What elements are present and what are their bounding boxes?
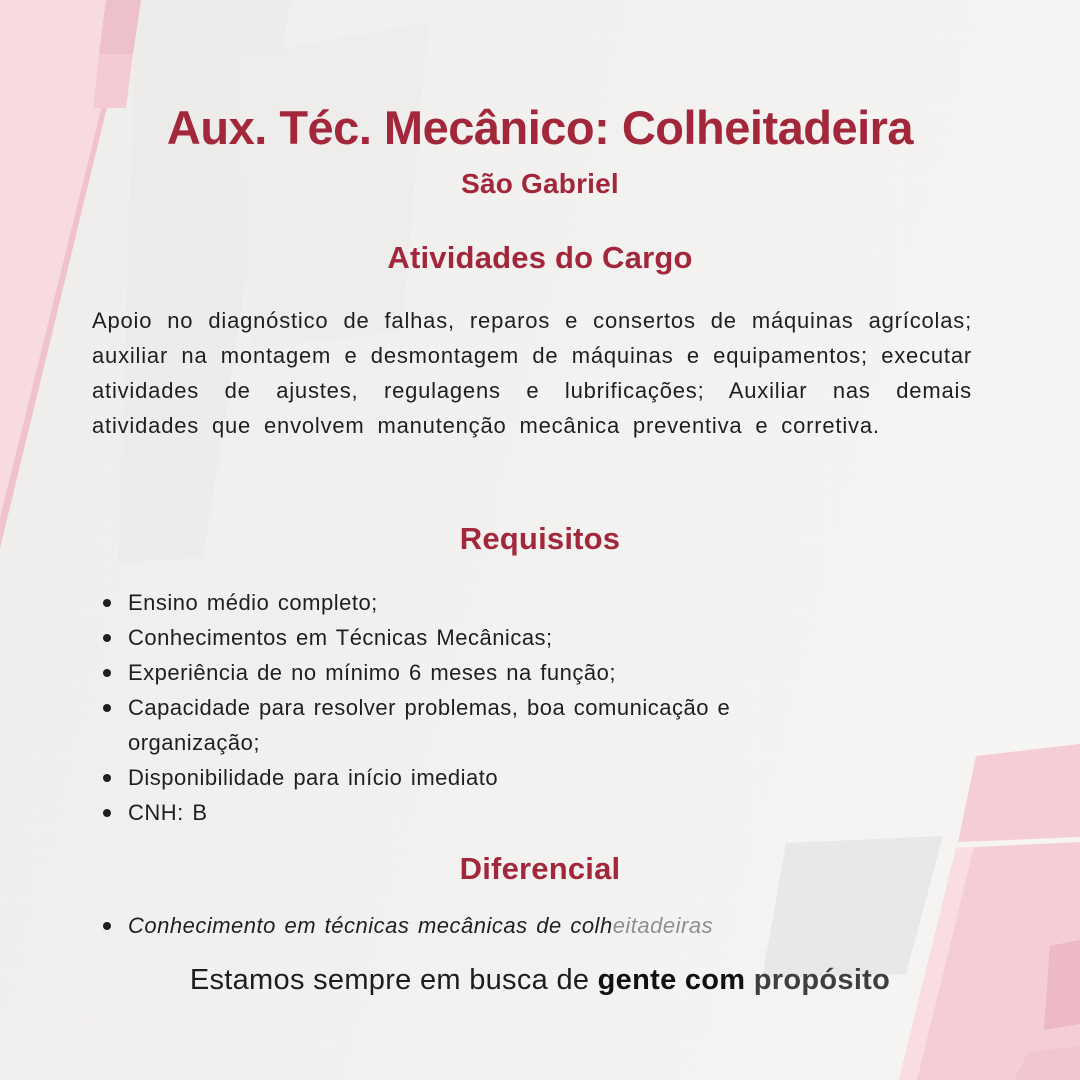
- diferencial-text-main: Conhecimento em técnicas mecânicas de colh: [128, 913, 613, 938]
- bullet-icon: [103, 704, 111, 712]
- decor-pink-panel-upper: [958, 744, 1080, 842]
- requisitos-list: [103, 585, 833, 830]
- bullet-icon: [103, 922, 111, 930]
- requirement-text: Ensino médio completo;: [128, 590, 378, 615]
- diferencial-item: [103, 908, 923, 943]
- footer-highlight-main: gente com: [597, 964, 754, 996]
- diferencial-text-faded: eitadeiras: [612, 913, 714, 938]
- requirement-text: Conhecimentos em Técnicas Mecânicas;: [128, 625, 553, 650]
- location-subtitle: São Gabriel: [461, 168, 619, 199]
- requirement-item: [103, 690, 833, 760]
- requirement-text: CNH: B: [128, 800, 208, 825]
- requirement-item: [103, 620, 833, 655]
- section-heading-diferencial: Diferencial: [459, 851, 621, 886]
- atividades-paragraph: Apoio no diagnóstico de falhas, reparos e consertos de máquinas agrícolas; auxiliar na montagem e desmontagem de máquinas e equipamentos; executar atividades de ajustes, regulagens e lubrificações; Auxiliar nas demais atividades que envolvem manutenção mecânica preventiva e corretiva.: [92, 308, 972, 438]
- footer-highlight: [598, 964, 891, 996]
- requirement-item: [103, 760, 833, 795]
- bullet-icon: [103, 634, 111, 642]
- requirement-item: [103, 795, 833, 830]
- bullet-icon: [103, 669, 111, 677]
- requirement-text: Experiência de no mínimo 6 meses na função;: [128, 660, 616, 685]
- page-title: Aux. Téc. Mecânico: Colheitadeira: [166, 101, 914, 154]
- bullet-icon: [103, 809, 111, 817]
- bullet-icon: [103, 599, 111, 607]
- footer-highlight-faded: propósito: [753, 964, 891, 996]
- requirement-item: [103, 585, 833, 620]
- bullet-icon: [103, 774, 111, 782]
- footer-tagline: [0, 964, 1080, 997]
- section-heading-requisitos: Requisitos: [459, 521, 621, 556]
- diferencial-text: [128, 908, 713, 943]
- requirement-item: [103, 655, 833, 690]
- requirement-text: Capacidade para resolver problemas, boa comunicação e organização;: [128, 695, 731, 755]
- requirement-text: Disponibilidade para início imediato: [128, 765, 499, 790]
- section-heading-atividades: Atividades do Cargo: [387, 240, 693, 275]
- footer-prefix: Estamos sempre em busca de: [189, 964, 598, 996]
